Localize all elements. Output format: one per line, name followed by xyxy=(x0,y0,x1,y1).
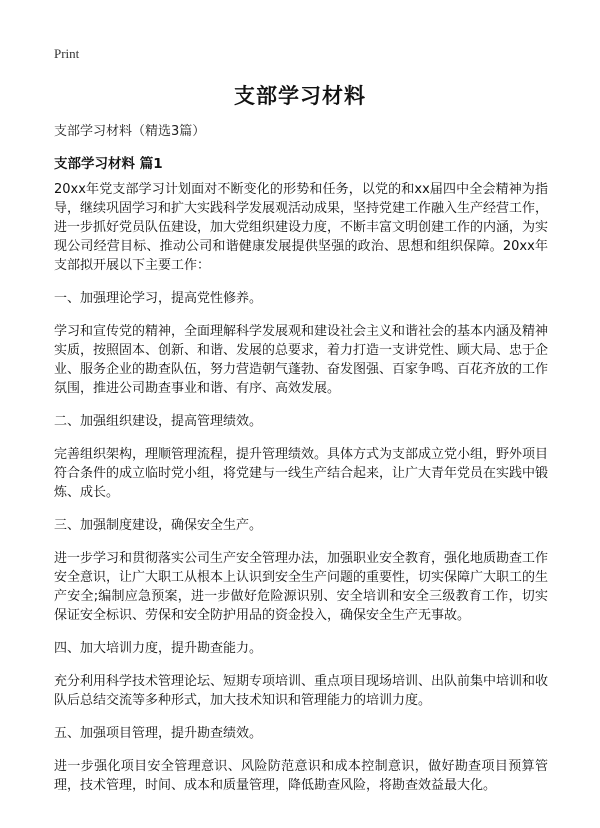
heading-2: 二、加强组织建设，提高管理绩效。 xyxy=(54,414,263,429)
heading-3: 三、加强制度建设，确保安全生产。 xyxy=(54,518,263,533)
paragraph-3: 进一步学习和贯彻落实公司生产安全管理办法，加强职业安全教育，强化地质勘查工作安全意识，让广大职工从根本上认识到安全生产问题的重要性，切实保障广大职工的生产安全;编制应急预案，进一步做好危险源识别、安全培训和安全三级教育工作，切实保证安全标识、劳保和安全防护用品的资金投入，确保安全生产无事故。 xyxy=(54,551,549,623)
paragraph-2: 完善组织架构，理顺管理流程，提升管理绩效。具体方式为支部成立党小组，野外项目符合条件的成立临时党小组，将党建与一线生产结合起来，让广大青年党员在实践中锻炼、成长。 xyxy=(54,447,549,500)
paragraph-1: 学习和宣传党的精神，全面理解科学发展观和建设社会主义和谐社会的基本内涵及精神实质，按照固本、创新、和谐、发展的总要求，着力打造一支讲党性、顾大局、忠于企业、服务企业的勘查队伍，努力营造朝气蓬勃、奋发图强、百家争鸣、百花齐放的工作氛围，推进公司勘查事业和谐、有序、高效发展。 xyxy=(54,324,549,396)
intro-paragraph: 20xx年党支部学习计划面对不断变化的形势和任务，以党的和xx届四中全会精神为指导，继续巩固学习和扩大实践科学发展观活动成果，坚持党建工作融入生产经营工作，进一步抓好党员队伍建设，加大党组织建设力度，不断丰富文明创建工作的内涵，为实现公司经营目标、推动公司和谐健康发展提供坚强的政治、思想和组织保障。20xx年支部拟开展以下主要工作： xyxy=(54,182,549,273)
paragraph-4: 充分利用科学技术管理论坛、短期专项培训、重点项目现场培训、出队前集中培训和收队后总结交流等多种形式，加大技术知识和管理能力的培训力度。 xyxy=(54,674,549,708)
heading-5: 五、加强项目管理，提升勘查绩效。 xyxy=(54,726,263,741)
print-link[interactable]: Print xyxy=(54,46,80,61)
document-body xyxy=(54,180,548,809)
heading-1: 一、加强理论学习，提高党性修养。 xyxy=(54,291,263,306)
page-title: 支部学习材料 xyxy=(234,84,366,108)
heading-4: 四、加大培训力度，提升勘查能力。 xyxy=(54,641,263,656)
paragraph-5: 进一步强化项目安全管理意识、风险防范意识和成本控制意识，做好勘查项目预算管理，技术管理，时间、成本和质量管理，降低勘查风险，将勘查效益最大化。 xyxy=(54,759,548,793)
document-subtitle: 支部学习材料（精选3篇） xyxy=(54,124,206,139)
section-title: 支部学习材料 篇1 xyxy=(54,156,163,172)
